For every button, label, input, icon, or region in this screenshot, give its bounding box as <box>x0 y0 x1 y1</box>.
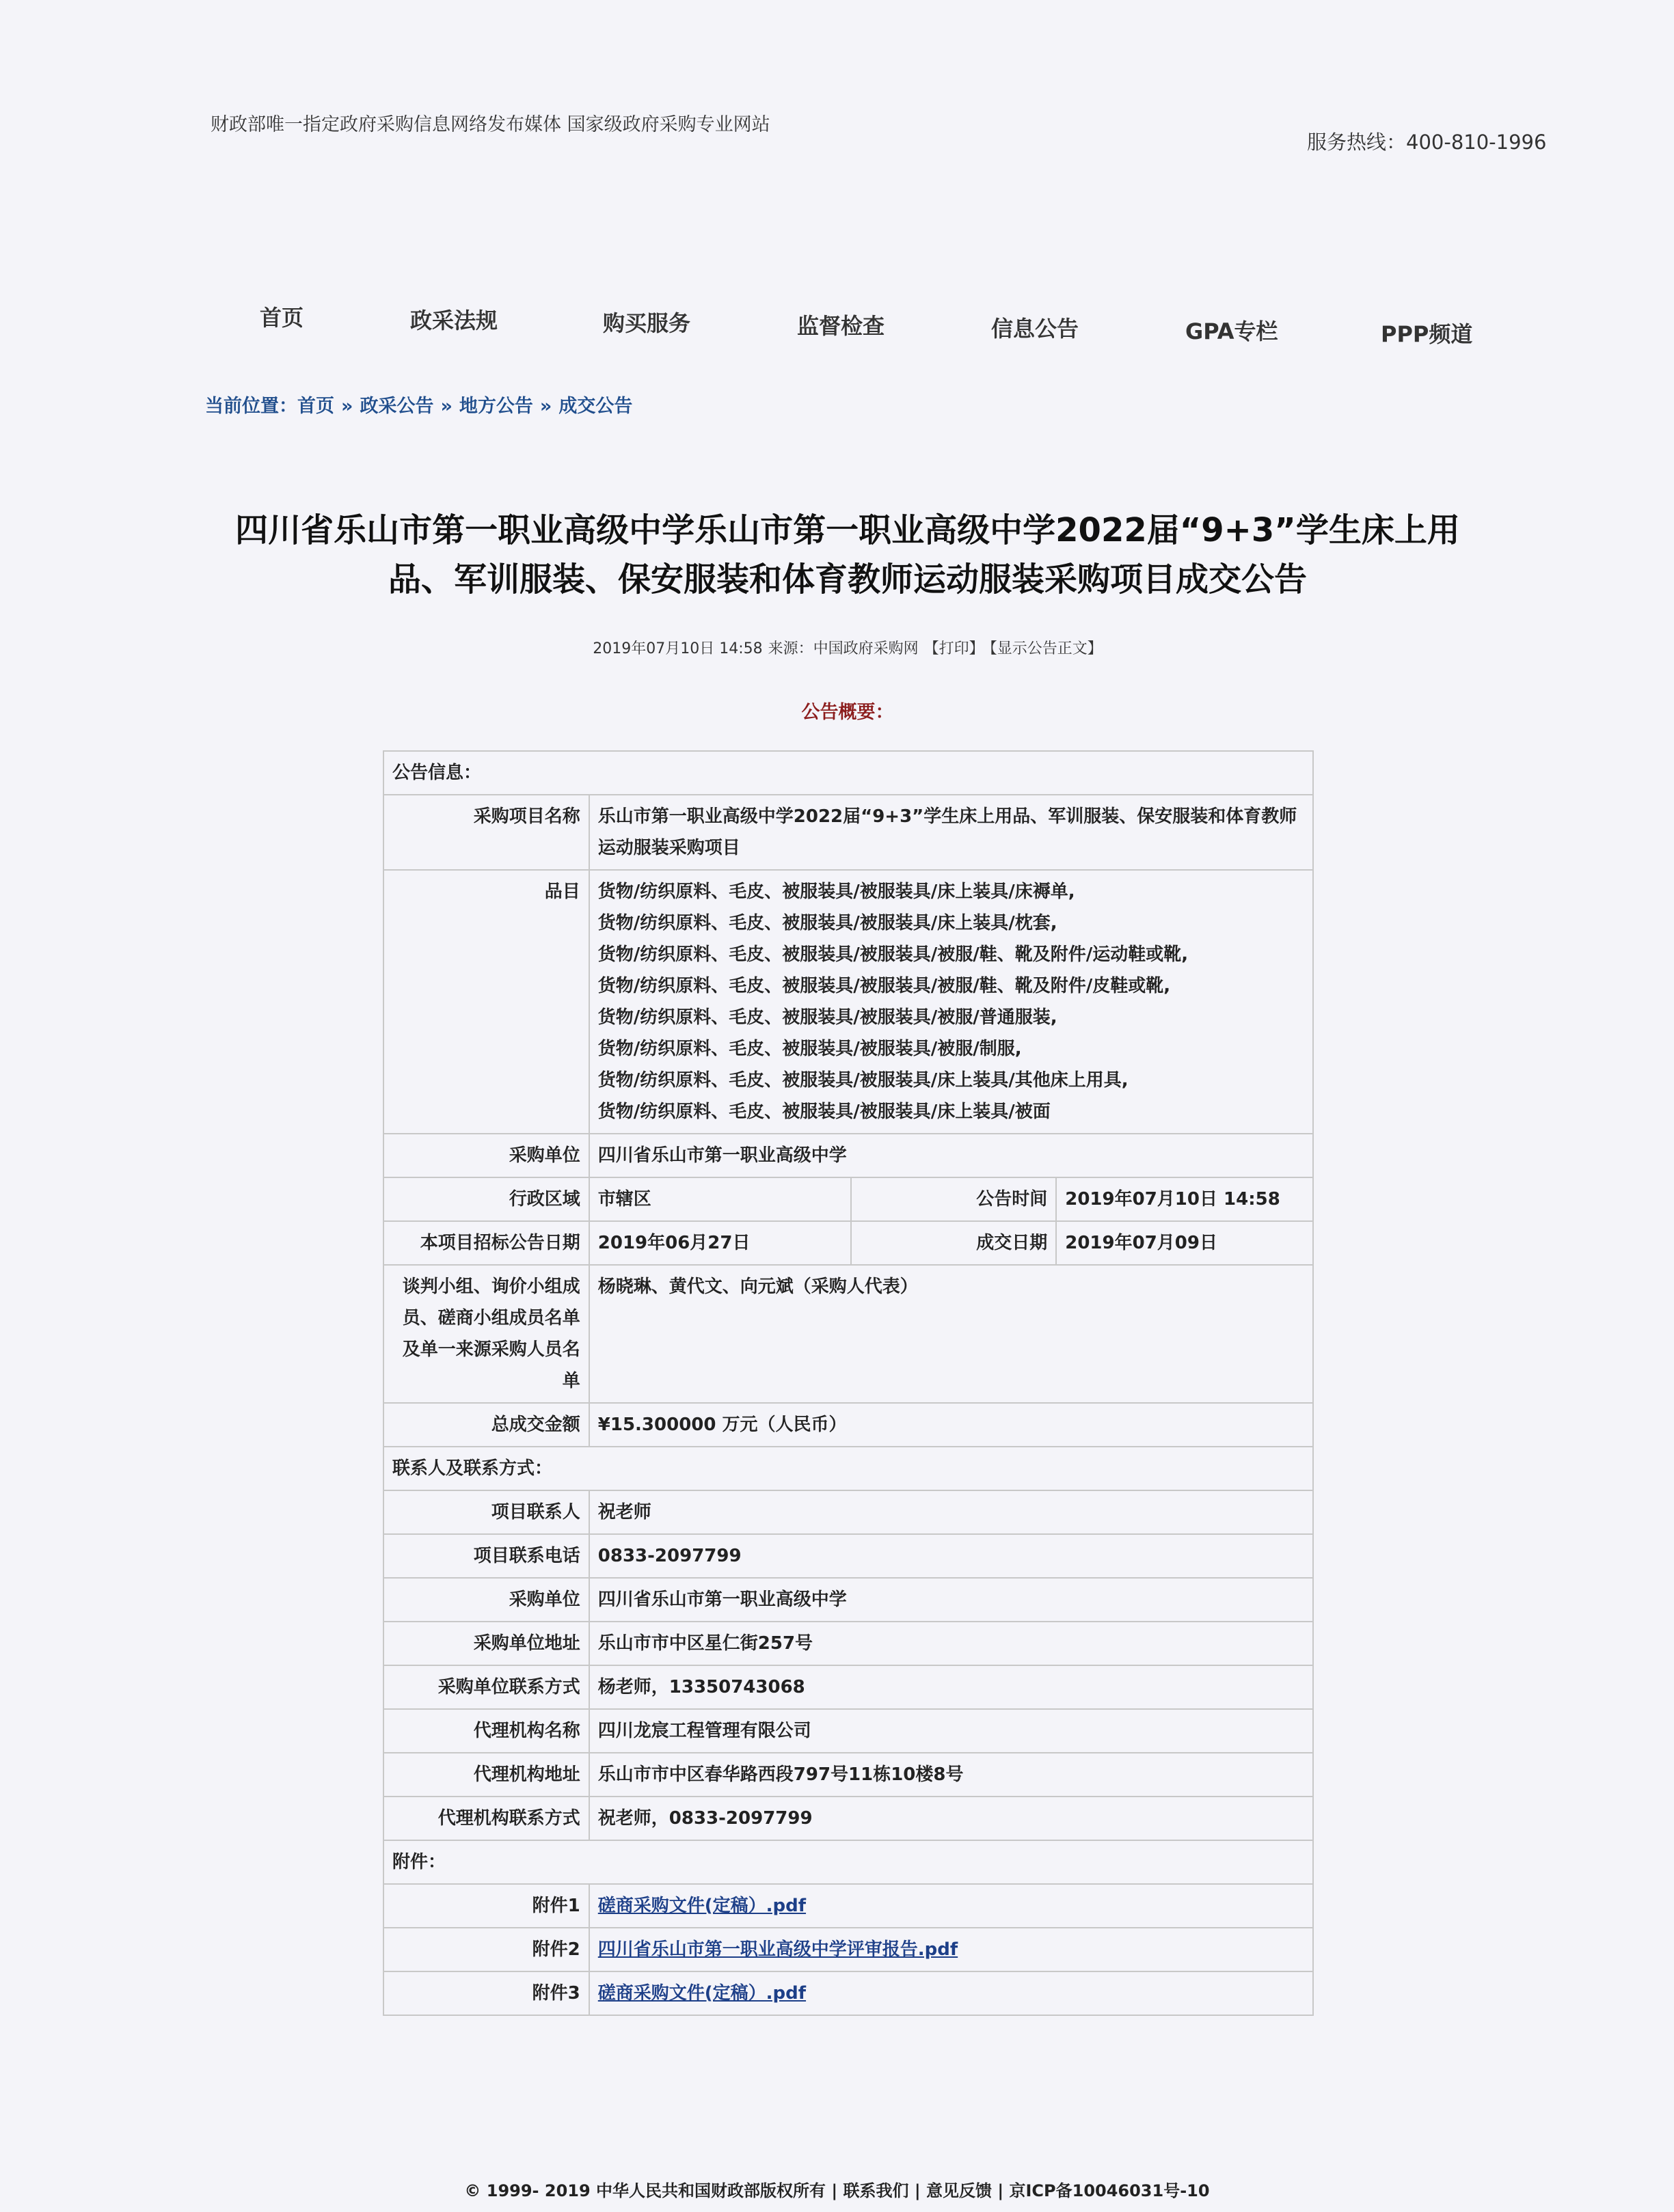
amount-label: 总成交金额 <box>383 1403 589 1447</box>
project-name-label: 采购项目名称 <box>383 795 589 870</box>
breadcrumb-sep: » <box>539 396 552 417</box>
agency-addr-label: 代理机构地址 <box>383 1753 589 1797</box>
contact-phone-label: 项目联系电话 <box>383 1534 589 1578</box>
table-row <box>383 1709 1313 1753</box>
list-item: 货物/纺织原料、毛皮、被服装具/被服装具/床上装具/床褥单, <box>597 882 1075 902</box>
contact-person: 祝老师 <box>589 1490 1313 1534</box>
section-announce: 公告信息： <box>383 751 1313 795</box>
table-row <box>383 1665 1313 1709</box>
deal-amount: ¥15.300000 万元（人民币） <box>589 1403 1313 1447</box>
buyer-contact: 杨老师，13350743068 <box>589 1665 1313 1709</box>
deal-date-label: 成交日期 <box>851 1221 1056 1265</box>
attachment-link-2[interactable]: 四川省乐山市第一职业高级中学评审报告.pdf <box>597 1939 958 1960</box>
table-row <box>383 1797 1313 1840</box>
feedback-link[interactable]: 意见反馈 <box>926 2181 992 2200</box>
publish-datetime: 2019年07月10日 14:58 <box>593 640 763 657</box>
list-item: 货物/纺织原料、毛皮、被服装具/被服装具/床上装具/被面 <box>597 1102 1051 1122</box>
breadcrumb-prefix: 当前位置： <box>205 396 297 417</box>
table-row <box>383 1403 1313 1447</box>
breadcrumb-local[interactable]: 地方公告 <box>459 396 533 417</box>
table-row <box>383 1753 1313 1797</box>
copyright: © 1999- 2019 中华人民共和国财政部版权所有 <box>464 2181 826 2200</box>
items-label: 品目 <box>383 870 589 1134</box>
table-row <box>383 1971 1313 2015</box>
nav-supervision[interactable]: 监督检查 <box>797 313 885 339</box>
table-row <box>383 1177 1313 1221</box>
section-row <box>383 1447 1313 1490</box>
footer-divider: | <box>831 2181 838 2200</box>
breadcrumb-sep: » <box>341 396 353 417</box>
contact-person-label: 项目联系人 <box>383 1490 589 1534</box>
agency-addr: 乐山市市中区春华路西段797号11栋10楼8号 <box>589 1753 1313 1797</box>
footer-divider: | <box>914 2181 921 2200</box>
region: 市辖区 <box>589 1177 851 1221</box>
table-row <box>383 1622 1313 1665</box>
agency-contact: 祝老师，0833-2097799 <box>589 1797 1313 1840</box>
attachment-link-1[interactable]: 磋商采购文件(定稿）.pdf <box>597 1896 807 1916</box>
project-name: 乐山市第一职业高级中学2022届“9+3”学生床上用品、军训服装、保安服装和体育教师运动服装采购项目 <box>589 795 1313 870</box>
pub-time: 2019年07月10日 14:58 <box>1056 1177 1313 1221</box>
nav-purchase-service[interactable]: 购买服务 <box>603 310 691 336</box>
pub-time-label: 公告时间 <box>851 1177 1056 1221</box>
list-item: 货物/纺织原料、毛皮、被服装具/被服装具/被服/普通服装, <box>597 1007 1057 1028</box>
list-item: 货物/纺织原料、毛皮、被服装具/被服装具/床上装具/枕套, <box>597 913 1057 933</box>
contact-us-link[interactable]: 联系我们 <box>843 2181 909 2200</box>
table-row <box>383 1134 1313 1177</box>
nav-regulations[interactable]: 政采法规 <box>410 308 498 333</box>
nav-announcements[interactable]: 信息公告 <box>991 316 1079 342</box>
table-row <box>383 1884 1313 1928</box>
footer <box>0 2177 1674 2201</box>
table-row <box>383 1265 1313 1403</box>
breadcrumb-sep: » <box>440 396 453 417</box>
table-row <box>383 1928 1313 1971</box>
panel-label: 谈判小组、询价小组成员、磋商小组成员名单及单一来源采购人员名单 <box>383 1265 589 1403</box>
section-row <box>383 751 1313 795</box>
main-nav <box>232 301 1490 349</box>
items-list <box>589 870 1313 1134</box>
buyer-label: 采购单位 <box>383 1134 589 1177</box>
buyer-addr: 乐山市市中区星仁街257号 <box>589 1622 1313 1665</box>
breadcrumb-announcements[interactable]: 政采公告 <box>360 396 434 417</box>
breadcrumb <box>205 391 632 418</box>
summary-heading: 公告概要： <box>801 702 894 723</box>
agency-label: 代理机构名称 <box>383 1709 589 1753</box>
attachment-label: 附件1 <box>383 1884 589 1928</box>
list-item: 货物/纺织原料、毛皮、被服装具/被服装具/床上装具/其他床上用具, <box>597 1070 1129 1091</box>
attachment-label: 附件3 <box>383 1971 589 2015</box>
breadcrumb-home[interactable]: 首页 <box>297 396 334 417</box>
section-row <box>383 1840 1313 1884</box>
table-row <box>383 1578 1313 1622</box>
table-row <box>383 870 1313 1134</box>
region-label: 行政区域 <box>383 1177 589 1221</box>
buyer2-label: 采购单位 <box>383 1578 589 1622</box>
list-item: 货物/纺织原料、毛皮、被服装具/被服装具/被服/鞋、靴及附件/皮鞋或靴, <box>597 976 1171 996</box>
service-hotline: 服务热线：400-810-1996 <box>1307 131 1547 154</box>
contact-phone: 0833-2097799 <box>589 1534 1313 1578</box>
agency: 四川龙宸工程管理有限公司 <box>589 1709 1313 1753</box>
agency-contact-label: 代理机构联系方式 <box>383 1797 589 1840</box>
icp-link[interactable]: 京ICP备10046031号-10 <box>1009 2181 1210 2200</box>
header-tagline: 财政部唯一指定政府采购信息网络发布媒体 国家级政府采购专业网站 <box>211 114 770 135</box>
nav-ppp[interactable]: PPP频道 <box>1381 321 1473 347</box>
page-title: 四川省乐山市第一职业高级中学乐山市第一职业高级中学2022届“9+3”学生床上用品、军训服装、保安服装和体育教师运动服装采购项目成交公告 <box>235 511 1460 599</box>
source-label: 来源：中国政府采购网 <box>768 640 919 657</box>
attachment-link-3[interactable]: 磋商采购文件(定稿）.pdf <box>597 1983 807 2004</box>
footer-divider: | <box>997 2181 1004 2200</box>
breadcrumb-deal[interactable]: 成交公告 <box>558 396 633 417</box>
article-meta <box>205 637 1490 658</box>
nav-home[interactable]: 首页 <box>260 305 304 331</box>
deal-date: 2019年07月09日 <box>1056 1221 1313 1265</box>
buyer: 四川省乐山市第一职业高级中学 <box>589 1134 1313 1177</box>
panel-members: 杨晓琳、黄代文、向元斌（采购人代表） <box>589 1265 1313 1403</box>
show-text-button[interactable]: 【显示公告正文】 <box>989 640 1103 657</box>
attachment-label: 附件2 <box>383 1928 589 1971</box>
info-table <box>383 750 1314 2016</box>
list-item: 货物/纺织原料、毛皮、被服装具/被服装具/被服/制服, <box>597 1039 1022 1059</box>
buyer-contact-label: 采购单位联系方式 <box>383 1665 589 1709</box>
list-item: 货物/纺织原料、毛皮、被服装具/被服装具/被服/鞋、靴及附件/运动鞋或靴, <box>597 944 1189 965</box>
buyer-addr-label: 采购单位地址 <box>383 1622 589 1665</box>
table-row <box>383 1534 1313 1578</box>
bid-date: 2019年06月27日 <box>589 1221 851 1265</box>
table-row <box>383 1221 1313 1265</box>
print-button[interactable]: 【打印】 <box>923 640 984 657</box>
section-attach: 附件： <box>383 1840 1313 1884</box>
buyer2: 四川省乐山市第一职业高级中学 <box>589 1578 1313 1622</box>
table-row <box>383 795 1313 870</box>
section-contact: 联系人及联系方式： <box>383 1447 1313 1490</box>
nav-gpa[interactable]: GPA专栏 <box>1185 318 1278 344</box>
bid-date-label: 本项目招标公告日期 <box>383 1221 589 1265</box>
table-row <box>383 1490 1313 1534</box>
